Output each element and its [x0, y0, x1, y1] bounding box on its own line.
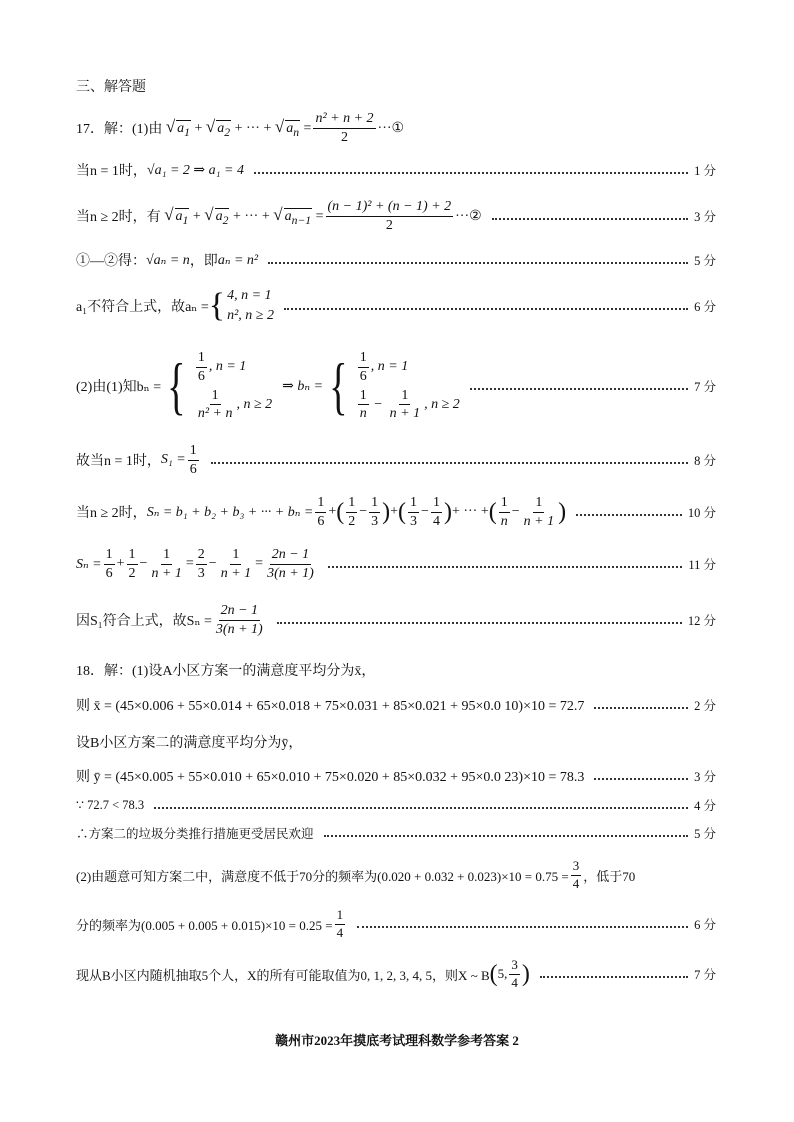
score: 11 分 [688, 558, 716, 572]
q18-l6-text: ∴方案二的垃圾分类推行措施更受居民欢迎 [76, 827, 314, 841]
score: 3 分 [694, 210, 716, 224]
q18-line-6 [76, 824, 716, 842]
q18-line-8: 分的频率为(0.005 + 0.005 + 0.015)×10 = 0.25 = $\frac{1}{4}$ 6 分 [76, 907, 716, 940]
dot-leader [268, 262, 688, 264]
dot-leader [284, 308, 688, 310]
q18-l7-tail: ，低于70 [583, 868, 636, 884]
dot-leader [576, 514, 682, 516]
q18-line-9: 现从B小区内随机抽取5个人，X的所有可能取值为0, 1, 2, 3, 4, 5，则X ~ B ( 5, $\frac{3}{4}$ ) 7 分 [76, 957, 716, 990]
dot-leader [277, 622, 682, 624]
q17-l4-mid: ，即 [189, 254, 218, 269]
q18-line-7: (2)由题意可知方案二中，满意度不低于70分的频率为(0.020 + 0.032 + 0.023)×10 = 0.75 = $\frac{3}{4}$ ，低于70 [76, 858, 636, 891]
dot-leader [154, 807, 688, 809]
q17-line-6 [76, 344, 716, 428]
q17-line-7: 故当n = 1时， S₁ = $\frac{1}{6}$ 8 分 [76, 443, 716, 477]
q18-line-1: 18．解：(1)设A小区方案一的满意度平均分为x̄， [76, 664, 376, 679]
q17-line-3 [76, 198, 716, 234]
score: 5 分 [694, 827, 716, 841]
q18-l4-text: 则 ȳ = (45×0.005 + 55×0.010 + 65×0.010 + 75×0.020 + 85×0.032 + 95×0.0 23)×10 = 78.3 [76, 770, 585, 785]
cases-brace-b: { $\frac{1}{6}$ , n = 1 $\frac{1}{\text{n² + n}}$ , n ≥ 2 [167, 350, 273, 422]
score: 8 分 [694, 454, 716, 468]
q18-l7-text: (2)由题意可知方案二中，满意度不低于70分的频率为(0.020 + 0.032 + 0.023)×10 = 0.75 = [76, 868, 569, 884]
score: 2 分 [694, 699, 716, 713]
case-2: n², n ≥ 2 [227, 308, 274, 323]
sqrt-sum-2: √ $a_1$ + √ $a_2$ + ··· + √ $a_{n-1}$ = [164, 205, 324, 227]
implies: ⇒ bₙ = [282, 378, 324, 394]
q18-line-2 [76, 695, 716, 715]
q17-eq1-fraction: $\frac{\text{n² + n + 2}}{2}$ [315, 111, 374, 145]
q18-line-4 [76, 766, 716, 786]
dot-leader [594, 707, 688, 709]
q17-l2-math: √a₁ = 2 ⇒ a₁ = 4 [146, 162, 244, 178]
dot-leader [357, 926, 688, 928]
q17-l7-lhs: S₁ = [160, 452, 186, 467]
score: 5 分 [694, 254, 716, 268]
q17-eq2-fraction: $\frac{\text{(n − 1)² + (n − 1) + 2}}{2}$ [327, 199, 452, 233]
q17-l4-math1: √aₙ = n [146, 252, 190, 268]
dot-leader [470, 388, 688, 390]
score: 12 分 [687, 614, 716, 628]
q18-l9-text: 现从B小区内随机抽取5个人，X的所有可能取值为0, 1, 2, 3, 4, 5，则X ~ B [76, 967, 490, 983]
score: 10 分 [687, 506, 716, 520]
q18-line-3: 设B小区方案二的满意度平均分为ȳ， [76, 736, 303, 751]
score: 6 分 [694, 300, 716, 314]
dot-leader [324, 835, 689, 837]
q17-line-9: Sₙ = $\frac{1}{6}$ + $\frac{1}{2}$ − $\frac{1}{n + 1}$ = $\frac{2}{3}$ − $\frac{1}{n + 1}$ = $\frac{2n - 1}{3(n + 1)}$ 11 分 [76, 547, 716, 581]
q17-l10-text: 因S₁符合上式，故Sₙ = [76, 614, 212, 629]
case-1: 4, n = 1 [227, 288, 272, 303]
q17-l8-lhs: Sₙ = b₁ + b₂ + b₃ + ··· + bₙ = [146, 504, 314, 520]
q17-line-10: 因S₁符合上式，故Sₙ = $\frac{2n - 1}{3(n + 1)}$ 12 分 [76, 603, 716, 637]
dot-leader [254, 172, 688, 174]
tag-1: ···① [377, 120, 405, 136]
q17-l4-text: ①—②得： [76, 254, 146, 269]
score: 3 分 [694, 770, 716, 784]
q17-l9-lhs: Sₙ = [76, 556, 102, 572]
q17-line-5 [76, 284, 716, 328]
q17-l8-text: 当n ≥ 2时， [76, 506, 147, 521]
score: 6 分 [694, 918, 716, 932]
page-footer: 赣州市2023年摸底考试理科数学参考答案 2 [275, 1033, 519, 1048]
q17-line-1 [76, 112, 716, 144]
q17-head: 17．解：(1)由 [76, 122, 163, 137]
dot-leader [328, 566, 682, 568]
score: 7 分 [694, 968, 716, 982]
q17-l7-text: 故当n = 1时， [76, 454, 161, 469]
q18-line-5 [76, 796, 716, 814]
q17-line-2 [76, 160, 716, 180]
q17-l4-math2: aₙ = n² [217, 252, 259, 268]
q17-l2-text: 当n = 1时， [76, 164, 147, 179]
q18-l2-text: 则 x̄ = (45×0.006 + 55×0.014 + 65×0.018 + 75×0.031 + 85×0.021 + 95×0.0 10)×10 = 72.7 [76, 699, 585, 714]
dot-leader [540, 976, 688, 978]
dot-leader [492, 218, 688, 220]
q17-line-4 [76, 250, 716, 270]
q17-l3-text: 当n ≥ 2时，有 [76, 210, 161, 225]
tag-2: ···② [455, 208, 482, 224]
score: 1 分 [694, 164, 716, 178]
q17-l6-text: (2)由(1)知bₙ = [76, 380, 162, 395]
q18-l8-text: 分的频率为(0.005 + 0.005 + 0.015)×10 = 0.25 = [76, 917, 333, 933]
score: 7 分 [694, 380, 716, 394]
q17-line-8: 当n ≥ 2时， Sₙ = b₁ + b₂ + b₃ + ··· + bₙ = $\frac{1}{6}$ + ( $\frac{1}{2}$ − $\frac{1}{3}$ ) + ( $\frac{1}{3}$ − $\frac{1}{4}$ ) + ··· + ( $\frac{1}{n}$ − $\frac{1}{n + 1}$ ) 10 分 [76, 495, 716, 529]
sqrt-sum: √ $a_1$ + √ $a_2$ + ··· + √ $a_n$ = [165, 117, 312, 139]
q17-l5-text: a₁不符合上式，故aₙ = [76, 300, 209, 315]
section-title: 三、解答题 [76, 80, 146, 95]
cases-brace-b2: { $\frac{1}{6}$ , n = 1 $\frac{1}{n}$ − $\frac{1}{n + 1}$ , n ≥ 2 [329, 350, 460, 422]
score: 4 分 [694, 799, 716, 813]
q18-l5-text: ∵ 72.7 < 78.3 [76, 798, 145, 812]
dot-leader [594, 778, 688, 780]
cases-brace: { 4, n = 1 n², n ≥ 2 [208, 287, 274, 324]
dot-leader [211, 462, 688, 464]
